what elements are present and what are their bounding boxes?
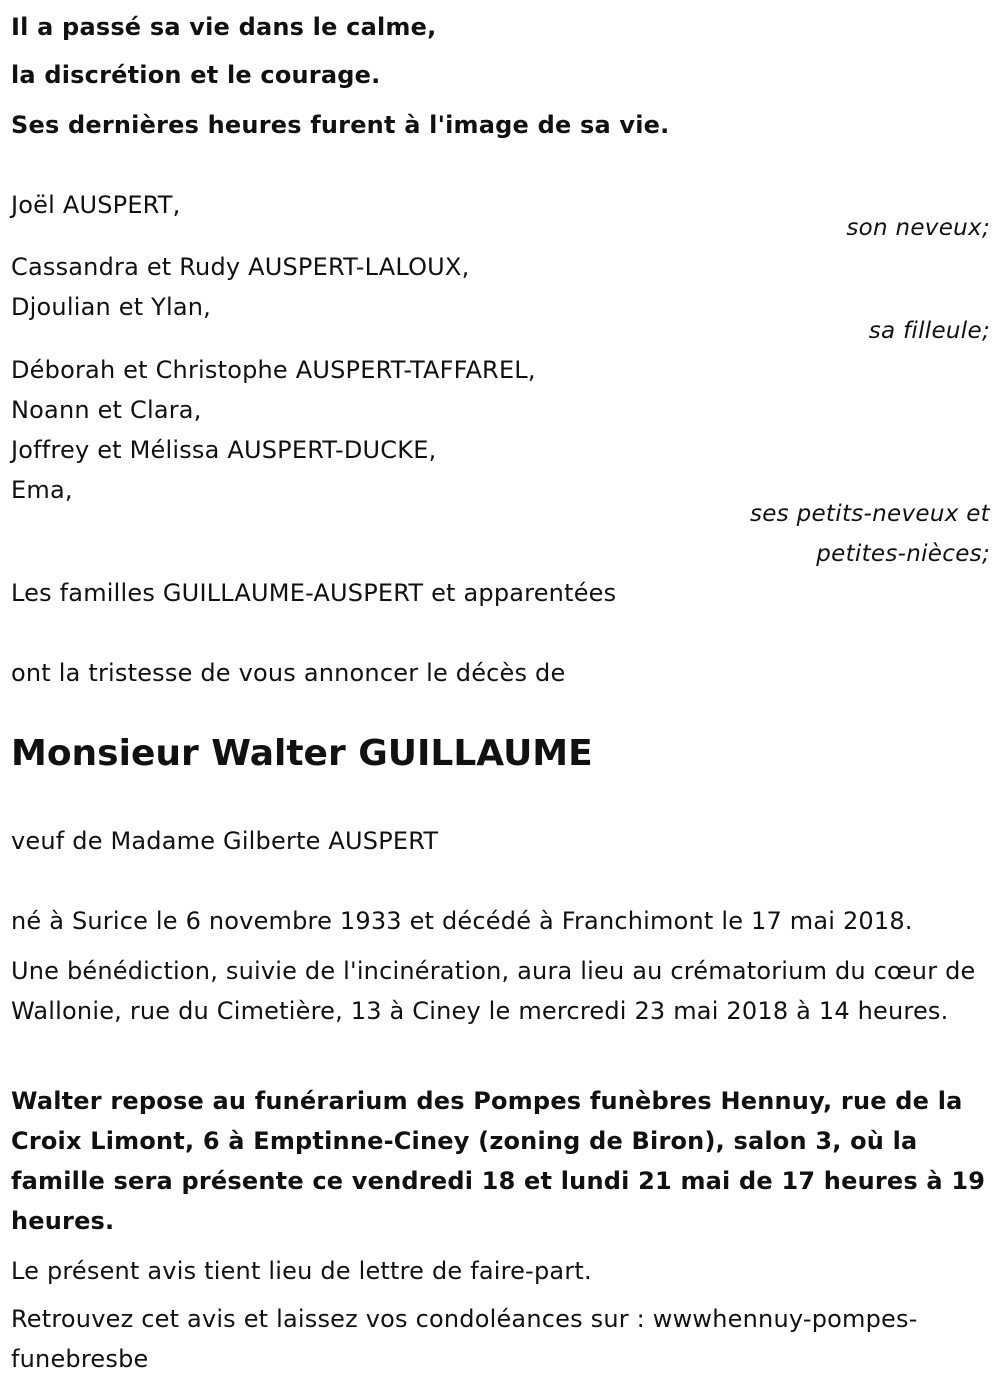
grand-family-1-children: Noann et Clara,	[11, 396, 202, 424]
goddaughter-name: Cassandra et Rudy AUSPERT-LALOUX,	[11, 253, 470, 281]
notice-line: Le présent avis tient lieu de lettre de faire-part.	[11, 1257, 592, 1285]
visitation-paragraph: Walter repose au funérarium des Pompes funèbres Hennuy, rue de la Croix Limont, 6 à Emptinne-Ciney (zoning de Biron), salon 3, où la famille sera présente ce vendredi 18 et lundi 21 mai de 17 heures à 19 heures.	[11, 1087, 986, 1235]
condolences-line-2: funebresbe	[11, 1345, 149, 1373]
quote-line-2: la discrétion et le courage.	[11, 61, 381, 89]
goddaughter-role: sa filleule;	[868, 318, 990, 344]
grand-family-1-name: Déborah et Christophe AUSPERT-TAFFAREL,	[11, 356, 536, 384]
deceased-name: Monsieur Walter GUILLAUME	[11, 733, 593, 774]
grand-role-line-1: ses petits-neveux et	[749, 501, 990, 527]
quote-line-1: Il a passé sa vie dans le calme,	[11, 13, 437, 41]
spouse-line: veuf de Madame Gilberte AUSPERT	[11, 827, 439, 855]
goddaughter-children: Djoulian et Ylan,	[11, 293, 212, 321]
condolences-line-1: Retrouvez cet avis et laissez vos condoléances sur : wwwhennuy-pompes-	[11, 1305, 918, 1333]
grand-family-2-children: Ema,	[11, 476, 73, 504]
birth-death-line: né à Surice le 6 novembre 1933 et décédé à Franchimont le 17 mai 2018.	[11, 907, 913, 935]
ceremony-paragraph: Une bénédiction, suivie de l'incinération, aura lieu au crématorium du cœur de Wallonie, rue du Cimetière, 13 à Ciney le mercredi 23 mai 2018 à 14 heures.	[11, 957, 976, 1025]
grand-role-line-2: petites-nièces;	[816, 541, 990, 567]
quote-line-3: Ses dernières heures furent à l'image de sa vie.	[11, 111, 670, 139]
announcement-intro: ont la tristesse de vous annoncer le décès de	[11, 659, 566, 687]
nephew-role: son neveux;	[846, 215, 990, 241]
grand-family-2-name: Joffrey et Mélissa AUSPERT-DUCKE,	[11, 436, 437, 464]
nephew-name: Joël AUSPERT,	[11, 191, 181, 219]
families-line: Les familles GUILLAUME-AUSPERT et apparentées	[11, 579, 617, 607]
